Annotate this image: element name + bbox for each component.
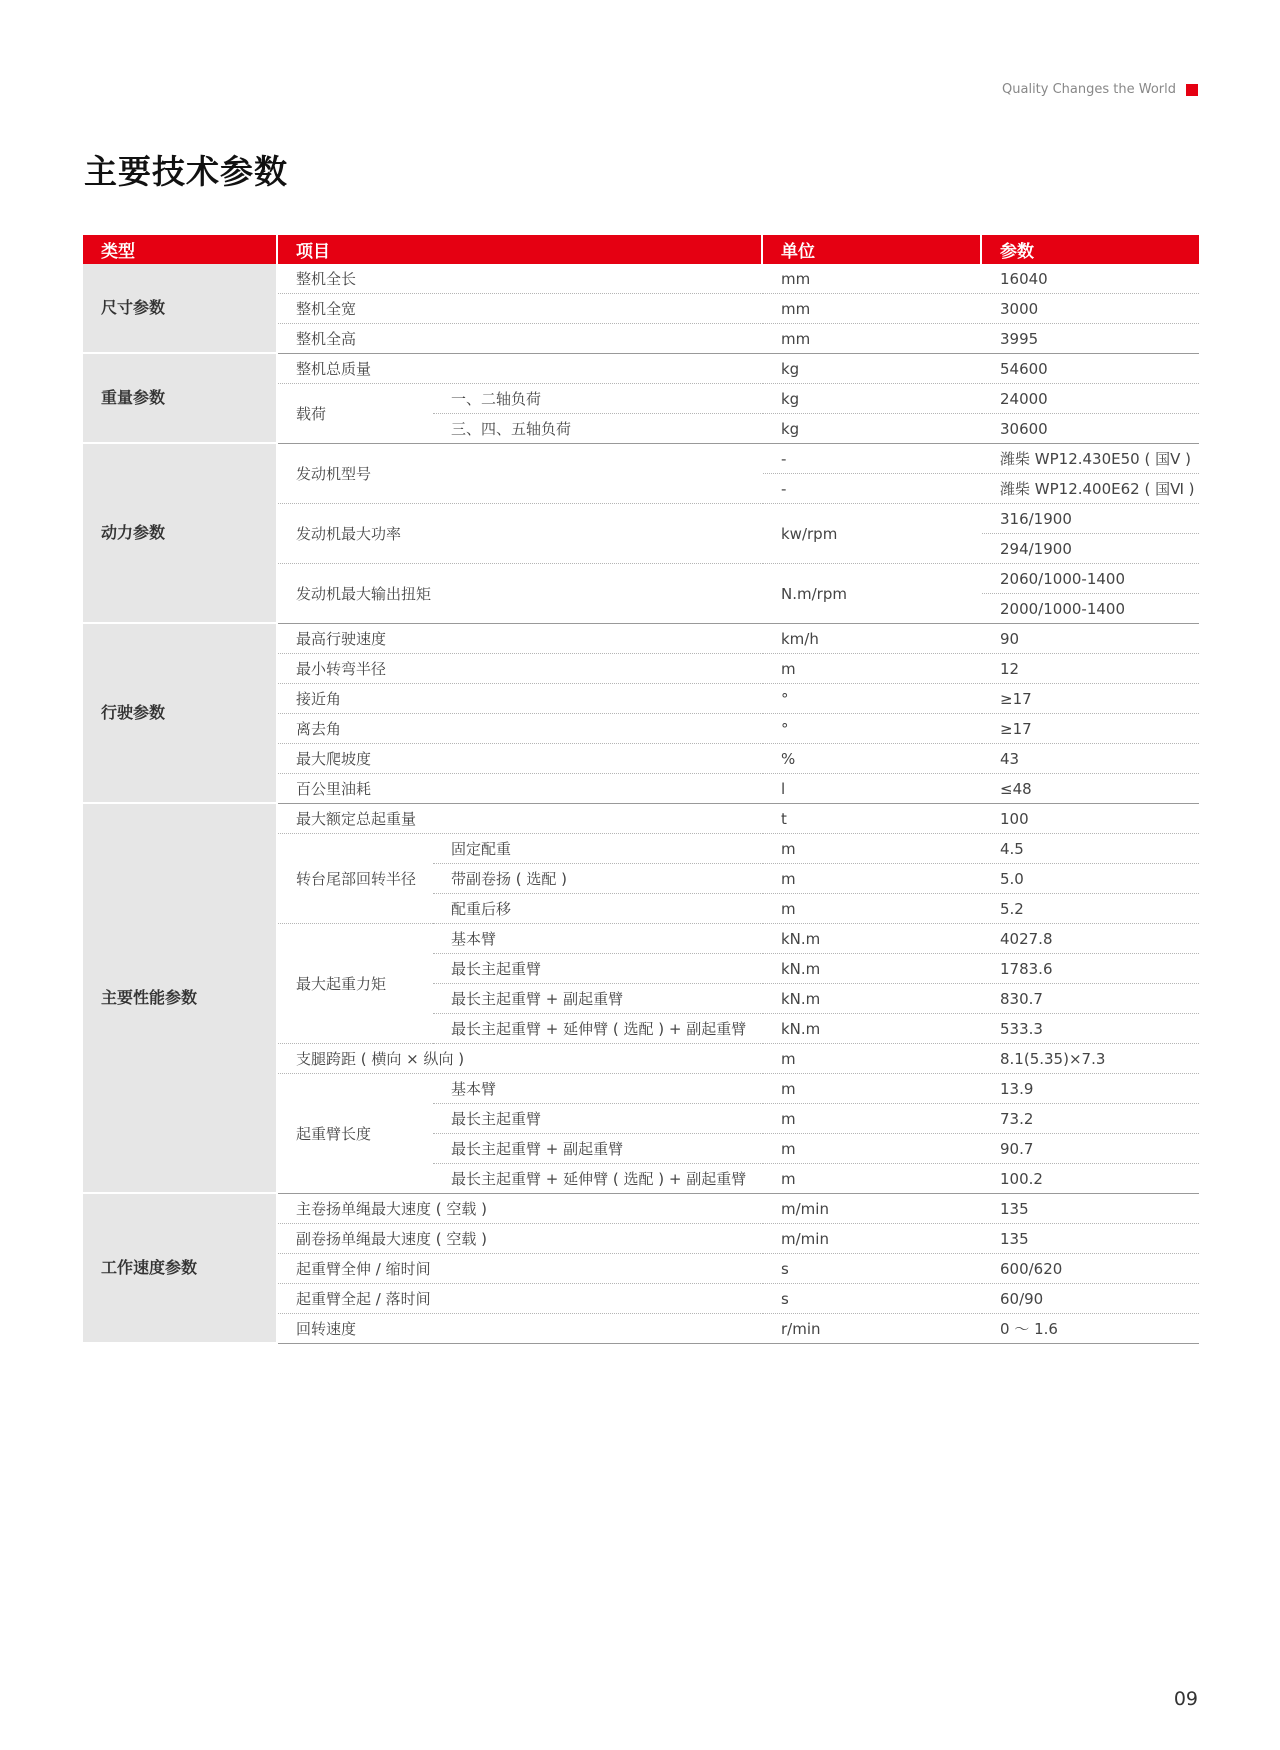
item-cell: 支腿跨距 ( 横向 × 纵向 ) (278, 1044, 763, 1074)
unit-cell: kg (763, 414, 982, 444)
unit-cell: r/min (763, 1314, 982, 1344)
value-cell: 12 (982, 654, 1199, 684)
table-row (83, 1194, 1199, 1224)
unit-cell: s (763, 1284, 982, 1314)
item-cell: 最大爬坡度 (278, 744, 763, 774)
value-cell: ≥17 (982, 684, 1199, 714)
unit-cell: l (763, 774, 982, 804)
unit-cell: m (763, 1044, 982, 1074)
brand-square-icon (1186, 84, 1198, 96)
value-cell: ≤48 (982, 774, 1199, 804)
value-cell: 2060/1000-1400 (982, 564, 1199, 594)
value-cell: 1783.6 (982, 954, 1199, 984)
page-title: 主要技术参数 (84, 152, 288, 191)
value-cell: 潍柴 WP12.430E50 ( 国Ⅴ ) (982, 444, 1199, 474)
value-cell: 5.2 (982, 894, 1199, 924)
item-cell: 百公里油耗 (278, 774, 763, 804)
value-cell: 100 (982, 804, 1199, 834)
sub-item-cell: 固定配重 (433, 834, 763, 864)
value-cell: 16040 (982, 264, 1199, 294)
header-type: 类型 (83, 235, 278, 264)
sub-item-cell: 最长主起重臂 (433, 954, 763, 984)
unit-cell: m/min (763, 1224, 982, 1254)
sub-item-cell: 最长主起重臂 (433, 1104, 763, 1134)
value-cell: 4.5 (982, 834, 1199, 864)
unit-cell: mm (763, 264, 982, 294)
value-cell: 2000/1000-1400 (982, 594, 1199, 624)
header-value: 参数 (982, 235, 1199, 264)
category-speed: 工作速度参数 (83, 1194, 278, 1344)
unit-cell: kw/rpm (763, 504, 982, 564)
header-tagline (1002, 82, 1198, 97)
value-cell: 100.2 (982, 1164, 1199, 1194)
table-row (83, 444, 1199, 474)
value-cell: 135 (982, 1194, 1199, 1224)
value-cell: 3000 (982, 294, 1199, 324)
value-cell: 4027.8 (982, 924, 1199, 954)
unit-cell: km/h (763, 624, 982, 654)
unit-cell: kg (763, 354, 982, 384)
unit-cell: kN.m (763, 1014, 982, 1044)
item-cell: 发动机最大功率 (278, 504, 763, 564)
unit-cell: t (763, 804, 982, 834)
item-cell: 发动机型号 (278, 444, 763, 504)
value-cell: 24000 (982, 384, 1199, 414)
item-cell: 最小转弯半径 (278, 654, 763, 684)
item-cell: 转台尾部回转半径 (278, 834, 433, 924)
item-cell: 接近角 (278, 684, 763, 714)
category-driving: 行驶参数 (83, 624, 278, 804)
unit-cell: m (763, 654, 982, 684)
item-cell: 整机全高 (278, 324, 763, 354)
value-cell: 60/90 (982, 1284, 1199, 1314)
sub-item-cell: 配重后移 (433, 894, 763, 924)
sub-item-cell: 最长主起重臂 + 副起重臂 (433, 1134, 763, 1164)
value-cell: 73.2 (982, 1104, 1199, 1134)
item-cell: 整机总质量 (278, 354, 763, 384)
value-cell: 潍柴 WP12.400E62 ( 国Ⅵ ) (982, 474, 1199, 504)
item-cell: 离去角 (278, 714, 763, 744)
value-cell: 3995 (982, 324, 1199, 354)
value-cell: 13.9 (982, 1074, 1199, 1104)
table-row (83, 624, 1199, 654)
header-item: 项目 (278, 235, 763, 264)
spec-table (83, 235, 1199, 1344)
sub-item-cell: 基本臂 (433, 924, 763, 954)
item-cell: 主卷扬单绳最大速度 ( 空载 ) (278, 1194, 763, 1224)
page-number: 09 (1173, 1688, 1198, 1710)
item-cell: 副卷扬单绳最大速度 ( 空载 ) (278, 1224, 763, 1254)
item-cell: 最大起重力矩 (278, 924, 433, 1044)
category-performance: 主要性能参数 (83, 804, 278, 1194)
sub-item-cell: 最长主起重臂 + 副起重臂 (433, 984, 763, 1014)
value-cell: 90.7 (982, 1134, 1199, 1164)
table-row (83, 264, 1199, 294)
table-row (83, 354, 1199, 384)
unit-cell: mm (763, 294, 982, 324)
item-cell: 整机全宽 (278, 294, 763, 324)
unit-cell: m (763, 894, 982, 924)
unit-cell: % (763, 744, 982, 774)
unit-cell: kN.m (763, 984, 982, 1014)
item-cell: 发动机最大输出扭矩 (278, 564, 763, 624)
tagline-text: Quality Changes the World (1002, 82, 1176, 97)
value-cell: 30600 (982, 414, 1199, 444)
value-cell: 533.3 (982, 1014, 1199, 1044)
table-header-row (83, 235, 1199, 264)
unit-cell: kg (763, 384, 982, 414)
sub-item-cell: 三、四、五轴负荷 (433, 414, 763, 444)
unit-cell: m (763, 1134, 982, 1164)
unit-cell: - (763, 444, 982, 474)
item-cell: 起重臂长度 (278, 1074, 433, 1194)
sub-item-cell: 最长主起重臂 + 延伸臂 ( 选配 ) + 副起重臂 (433, 1164, 763, 1194)
value-cell: 600/620 (982, 1254, 1199, 1284)
header-unit: 单位 (763, 235, 982, 264)
unit-cell: mm (763, 324, 982, 354)
unit-cell: s (763, 1254, 982, 1284)
unit-cell: kN.m (763, 924, 982, 954)
item-cell: 最高行驶速度 (278, 624, 763, 654)
unit-cell: m (763, 1104, 982, 1134)
sub-item-cell: 基本臂 (433, 1074, 763, 1104)
value-cell: 0 ～ 1.6 (982, 1314, 1199, 1344)
unit-cell: ° (763, 714, 982, 744)
unit-cell: m (763, 834, 982, 864)
value-cell: 8.1(5.35)×7.3 (982, 1044, 1199, 1074)
item-cell: 整机全长 (278, 264, 763, 294)
item-cell: 回转速度 (278, 1314, 763, 1344)
unit-cell: m (763, 1164, 982, 1194)
unit-cell: kN.m (763, 954, 982, 984)
item-cell: 载荷 (278, 384, 433, 444)
sub-item-cell: 带副卷扬 ( 选配 ) (433, 864, 763, 894)
item-cell: 起重臂全伸 / 缩时间 (278, 1254, 763, 1284)
value-cell: 90 (982, 624, 1199, 654)
unit-cell: - (763, 474, 982, 504)
unit-cell: m/min (763, 1194, 982, 1224)
category-power: 动力参数 (83, 444, 278, 624)
sub-item-cell: 一、二轴负荷 (433, 384, 763, 414)
unit-cell: m (763, 864, 982, 894)
unit-cell: N.m/rpm (763, 564, 982, 624)
category-weight: 重量参数 (83, 354, 278, 444)
value-cell: 830.7 (982, 984, 1199, 1014)
item-cell: 最大额定总起重量 (278, 804, 763, 834)
value-cell: 316/1900 (982, 504, 1199, 534)
value-cell: 54600 (982, 354, 1199, 384)
value-cell: 135 (982, 1224, 1199, 1254)
table-row (83, 804, 1199, 834)
value-cell: 294/1900 (982, 534, 1199, 564)
sub-item-cell: 最长主起重臂 + 延伸臂 ( 选配 ) + 副起重臂 (433, 1014, 763, 1044)
value-cell: 43 (982, 744, 1199, 774)
item-cell: 起重臂全起 / 落时间 (278, 1284, 763, 1314)
value-cell: 5.0 (982, 864, 1199, 894)
unit-cell: m (763, 1074, 982, 1104)
category-dimension: 尺寸参数 (83, 264, 278, 354)
unit-cell: ° (763, 684, 982, 714)
value-cell: ≥17 (982, 714, 1199, 744)
